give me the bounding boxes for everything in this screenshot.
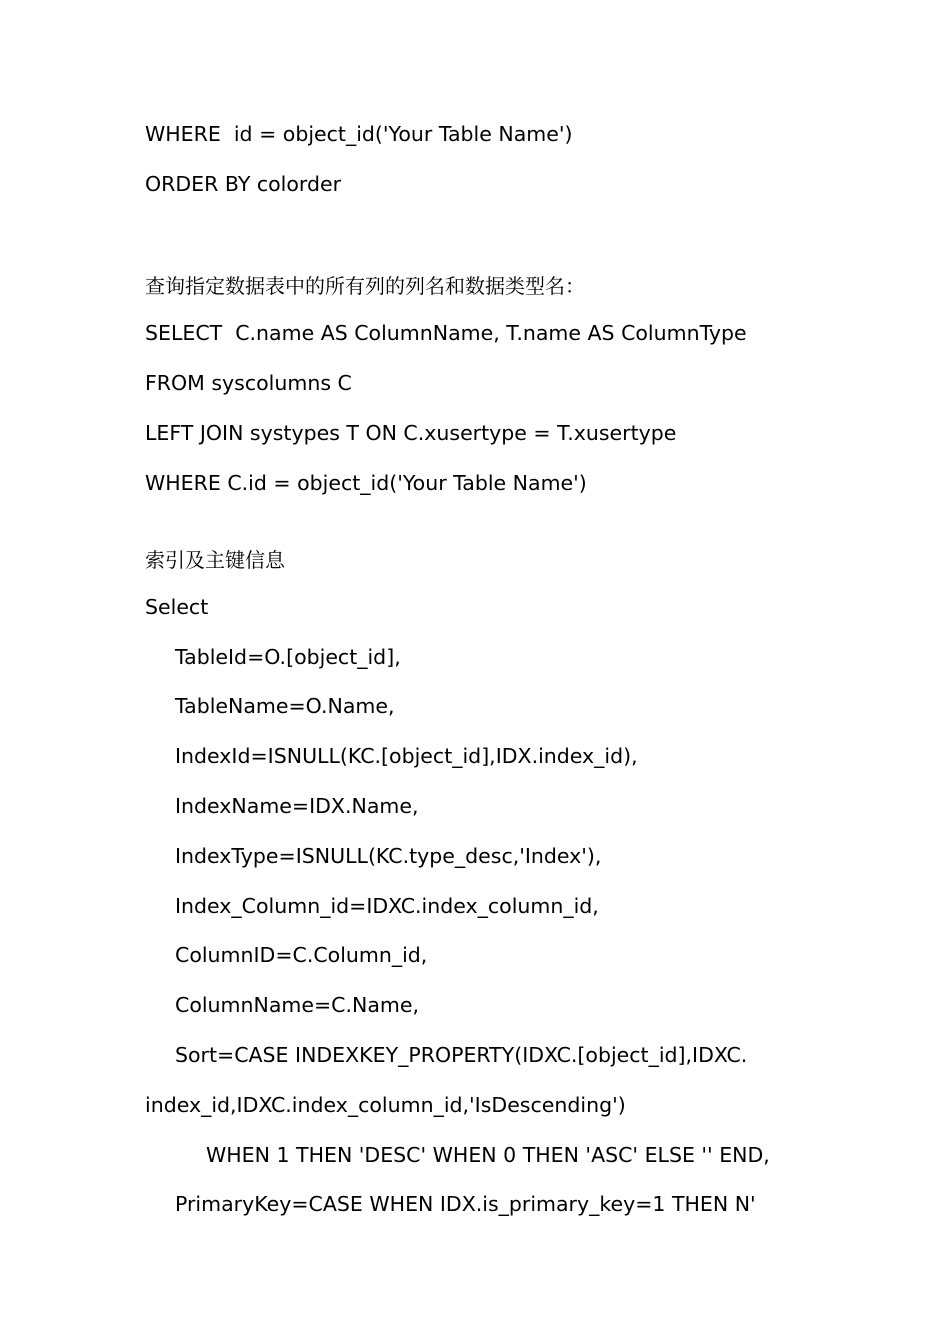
code-line: Select bbox=[145, 595, 209, 619]
section-heading-index: 索引及主键信息 bbox=[145, 548, 285, 572]
code-line: PrimaryKey=CASE WHEN IDX.is_primary_key=1 THEN N' bbox=[175, 1192, 756, 1216]
code-line: WHERE C.id = object_id('Your Table Name') bbox=[145, 471, 587, 495]
code-line: SELECT C.name AS ColumnName, T.name AS ColumnType bbox=[145, 321, 747, 345]
code-line: TableId=O.[object_id], bbox=[175, 645, 401, 669]
code-line: TableName=O.Name, bbox=[175, 694, 395, 718]
section-heading-columns: 查询指定数据表中的所有列的列名和数据类型名： bbox=[145, 274, 585, 298]
code-line: index_id,IDXC.index_column_id,'IsDescending') bbox=[145, 1093, 626, 1117]
code-line: WHEN 1 THEN 'DESC' WHEN 0 THEN 'ASC' ELSE '' END, bbox=[206, 1143, 770, 1167]
code-line: IndexId=ISNULL(KC.[object_id],IDX.index_id), bbox=[175, 744, 638, 768]
code-line: IndexType=ISNULL(KC.type_desc,'Index'), bbox=[175, 844, 602, 868]
code-line: IndexName=IDX.Name, bbox=[175, 794, 419, 818]
code-line: ColumnID=C.Column_id, bbox=[175, 943, 428, 967]
code-line: Index_Column_id=IDXC.index_column_id, bbox=[175, 894, 599, 918]
code-line: FROM syscolumns C bbox=[145, 371, 352, 395]
code-line: WHERE id = object_id('Your Table Name') bbox=[145, 122, 573, 146]
code-line: ORDER BY colorder bbox=[145, 172, 342, 196]
code-line: LEFT JOIN systypes T ON C.xusertype = T.xusertype bbox=[145, 421, 677, 445]
code-line: ColumnName=C.Name, bbox=[175, 993, 419, 1017]
code-line: Sort=CASE INDEXKEY_PROPERTY(IDXC.[object_id],IDXC. bbox=[175, 1043, 748, 1067]
